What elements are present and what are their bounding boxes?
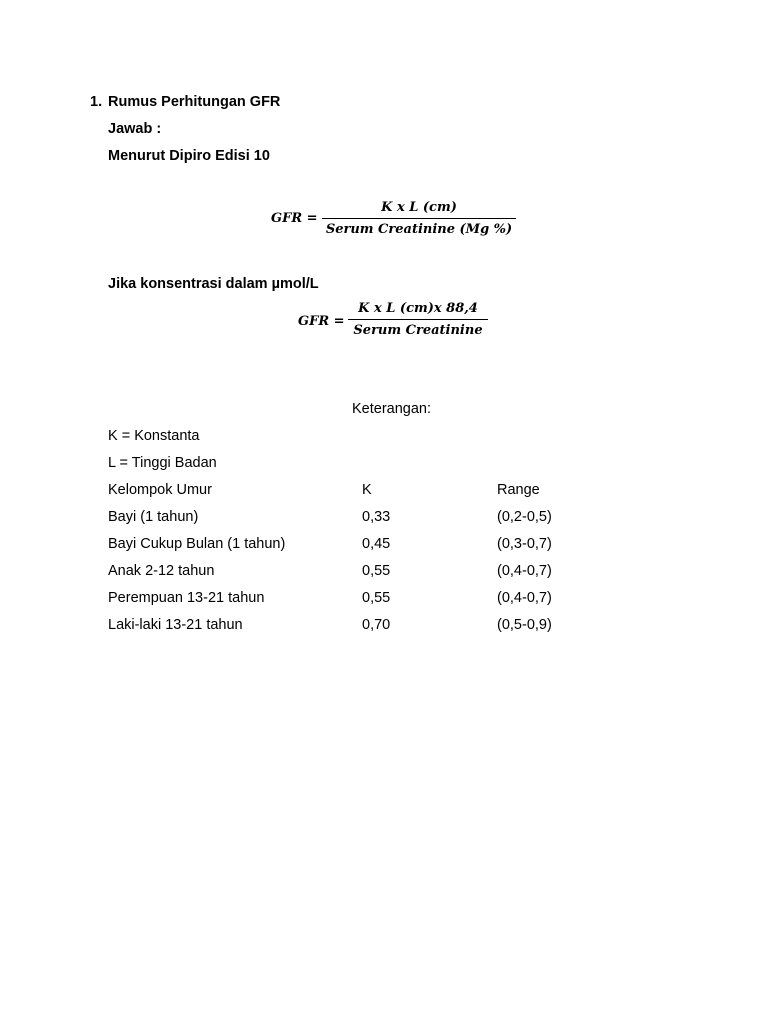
table-row-group: Bayi (1 tahun)	[108, 509, 199, 525]
table-row-k: 0,55	[362, 563, 391, 579]
table-row-range: (0,4-0,7)	[497, 563, 552, 579]
section-title: Rumus Perhitungan GFR	[108, 94, 281, 110]
table-row-group: Perempuan 13-21 tahun	[108, 590, 265, 606]
formula1-denominator: Serum Creatinine (Mg %)	[325, 222, 513, 237]
table-row-k: 0,33	[362, 509, 391, 525]
table-row-k: 0,55	[362, 590, 391, 606]
legend-title: Keterangan:	[352, 401, 432, 417]
item-number: 1.	[90, 94, 103, 110]
table-header-group: Kelompok Umur	[108, 482, 212, 498]
formula2-fraction	[348, 300, 488, 339]
l-definition: L = Tinggi Badan	[108, 455, 217, 471]
umol-heading: Jika konsentrasi dalam µmol/L	[108, 276, 319, 292]
formula1-numerator: K x L (cm)	[381, 200, 457, 215]
table-row-group: Anak 2-12 tahun	[108, 563, 215, 579]
answer-label: Jawab :	[108, 121, 162, 137]
formula2-numerator: K x L (cm)x 88,4	[358, 301, 478, 316]
table-row-range: (0,4-0,7)	[497, 590, 552, 606]
formula2-denominator: Serum Creatinine	[353, 323, 483, 338]
table-row-group: Laki-laki 13-21 tahun	[108, 617, 243, 633]
table-row-group: Bayi Cukup Bulan (1 tahun)	[108, 536, 286, 552]
table-row-range: (0,2-0,5)	[497, 509, 552, 525]
table-row-k: 0,45	[362, 536, 391, 552]
table-header-range: Range	[497, 482, 540, 498]
formula2-lhs: GFR =	[298, 314, 345, 329]
table-row-k: 0,70	[362, 617, 391, 633]
source-line: Menurut Dipiro Edisi 10	[108, 148, 270, 164]
table-header-k: K	[362, 482, 372, 498]
table-row-range: (0,5-0,9)	[497, 617, 552, 633]
k-definition: K = Konstanta	[108, 428, 200, 444]
formula1-fraction	[322, 199, 516, 238]
table-row-range: (0,3-0,7)	[497, 536, 552, 552]
formula1-lhs: GFR =	[271, 211, 318, 226]
